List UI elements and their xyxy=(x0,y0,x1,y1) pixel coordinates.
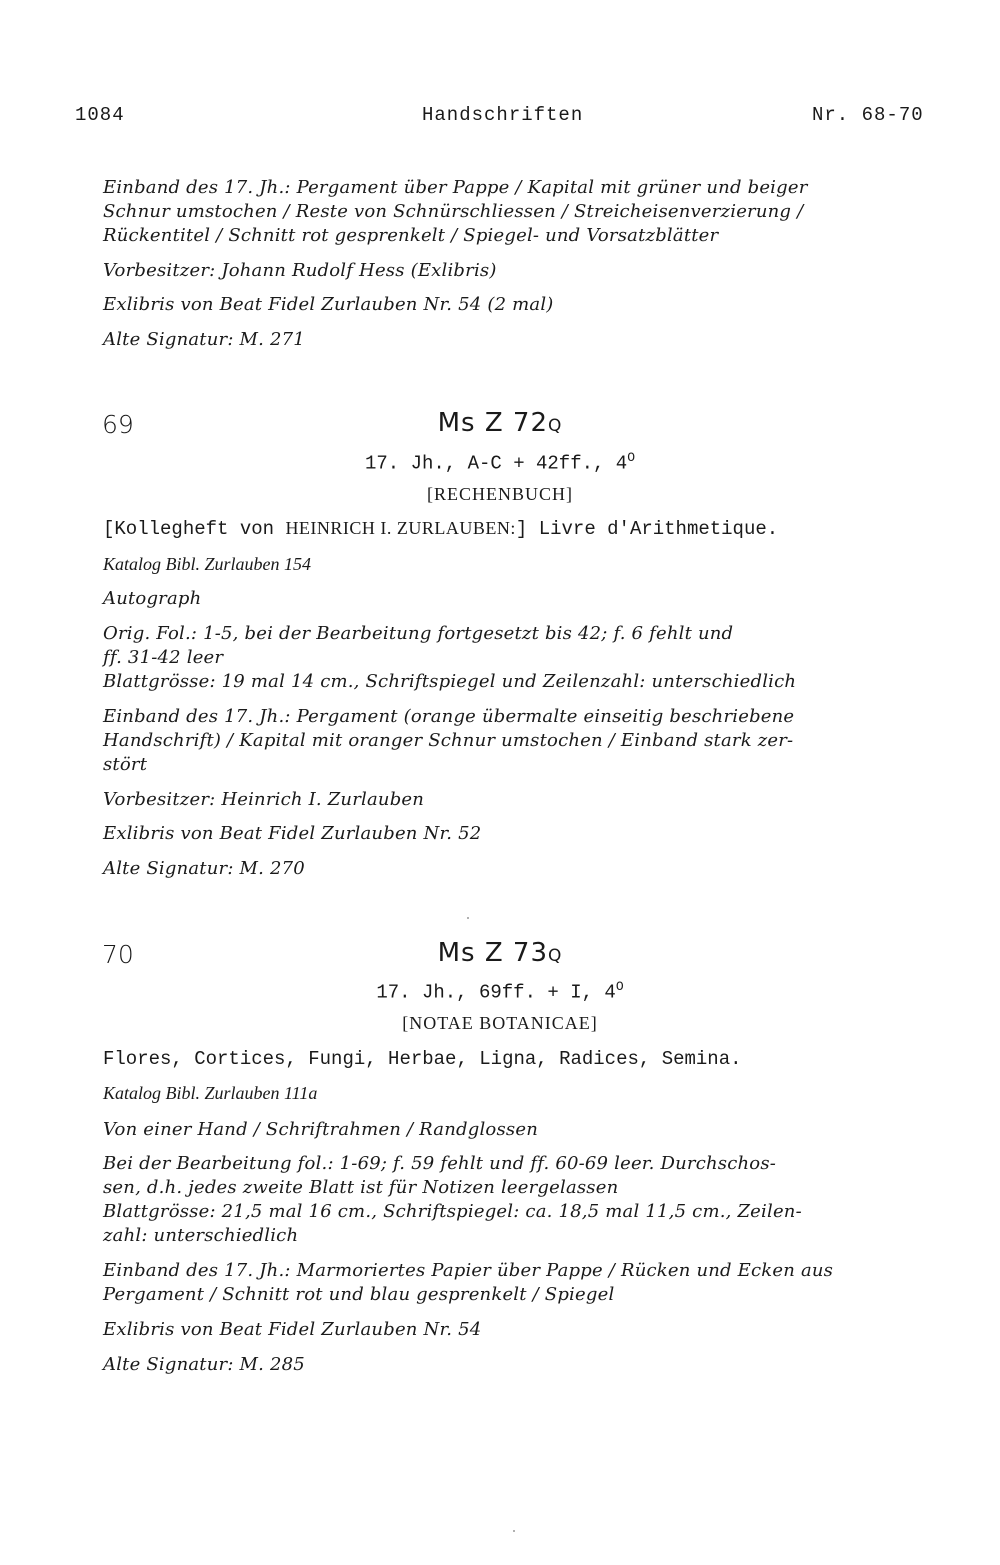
description-suffix: ] Livre d'Arithmetique. xyxy=(515,518,779,540)
description-name: HEINRICH I. ZURLAUBEN: xyxy=(285,518,516,538)
foliation-line: Blattgrösse: 19 mal 14 cm., Schriftspiegel und Zeilenzahl: unterschiedlich xyxy=(103,671,797,692)
dating-text: 17. Jh., A-C + 42ff., 4 xyxy=(364,452,628,475)
entry-69-title: [RECHENBUCH] xyxy=(427,484,573,504)
binding-line: Einband des 17. Jh.: Pergament über Pappe / Kapital mit grüner und beiger xyxy=(103,177,808,198)
entry-70-shelfmark xyxy=(0,938,1000,968)
entry-70-title: [NOTAE BOTANICAE] xyxy=(402,1013,598,1033)
entry-69-old-signature xyxy=(103,857,305,881)
binding-line: Schnur umstochen / Reste von Schnürschliessen / Streicheisenverzierung / xyxy=(103,201,804,222)
entry-69-catalog: Katalog Bibl. Zurlauben 154 xyxy=(103,554,312,574)
hands-text: Von einer Hand / Schriftrahmen / Randglossen xyxy=(103,1119,538,1140)
previous-owner-text: Vorbesitzer: Johann Rudolf Hess (Exlibris) xyxy=(103,260,497,281)
entry-70-binding xyxy=(103,1259,833,1307)
entry-70-old-signature xyxy=(103,1353,305,1377)
old-signature-text: Alte Signatur: M. 270 xyxy=(103,858,305,879)
entry-70-exlibris xyxy=(103,1318,481,1342)
entry-69-exlibris xyxy=(103,822,481,846)
exlibris-text: Exlibris von Beat Fidel Zurlauben Nr. 54 (2 mal) xyxy=(103,294,554,315)
format-degree: O xyxy=(627,450,636,465)
entry-70-number: 70 xyxy=(102,940,134,969)
foliation-line: Bei der Bearbeitung fol.: 1-69; f. 59 fehlt und ff. 60-69 leer. Durchschos- xyxy=(103,1153,777,1174)
shelfmark-text: Ms Z 73 xyxy=(437,938,548,968)
entry-68-binding xyxy=(103,176,808,248)
binding-line: Einband des 17. Jh.: Marmoriertes Papier über Pappe / Rücken und Ecken aus xyxy=(103,1260,834,1281)
entry-70-foliation xyxy=(103,1152,802,1248)
entry-68-previous-owner xyxy=(103,259,497,283)
foliation-line: ff. 31-42 leer xyxy=(103,647,224,668)
entry-69-description xyxy=(103,518,778,540)
entry-70-catalog: Katalog Bibl. Zurlauben 111a xyxy=(103,1083,318,1103)
foliation-line: zahl: unterschiedlich xyxy=(103,1225,299,1246)
speck xyxy=(513,1530,515,1532)
previous-owner-text: Vorbesitzer: Heinrich I. Zurlauben xyxy=(103,789,425,810)
old-signature-text: Alte Signatur: M. 271 xyxy=(103,329,305,350)
foliation-line: Blattgrösse: 21,5 mal 16 cm., Schriftspiegel: ca. 18,5 mal 11,5 cm., Zeilen- xyxy=(103,1201,802,1222)
description-prefix: [Kollegheft von xyxy=(103,518,286,540)
entry-69-number: 69 xyxy=(102,410,134,439)
entry-69-previous-owner xyxy=(103,788,424,812)
entry-69-dating xyxy=(0,450,1000,474)
entry-69-script xyxy=(103,587,201,611)
binding-line: Pergament / Schnitt rot und blau gesprenkelt / Spiegel xyxy=(103,1284,615,1305)
binding-line: Rückentitel / Schnitt rot gesprenkelt / Spiegel- und Vorsatzblätter xyxy=(103,225,719,246)
entry-70-dating xyxy=(0,979,1000,1003)
running-title: Handschriften xyxy=(422,104,584,126)
entry-69-foliation xyxy=(103,622,796,694)
binding-line: stört xyxy=(103,754,148,775)
exlibris-text: Exlibris von Beat Fidel Zurlauben Nr. 54 xyxy=(103,1319,482,1340)
foliation-line: sen, d.h. jedes zweite Blatt ist für Notizen leergelassen xyxy=(103,1177,619,1198)
exlibris-text: Exlibris von Beat Fidel Zurlauben Nr. 52 xyxy=(103,823,482,844)
script-text: Autograph xyxy=(103,588,202,609)
foliation-line: Orig. Fol.: 1-5, bei der Bearbeitung fortgesetzt bis 42; f. 6 fehlt und xyxy=(103,623,734,644)
page-number: 1084 xyxy=(75,104,125,126)
binding-line: Einband des 17. Jh.: Pergament (orange übermalte einseitig beschriebene xyxy=(103,706,795,727)
format-letter: Q xyxy=(548,946,563,966)
entry-69-binding xyxy=(103,705,794,777)
entry-70-hands xyxy=(103,1118,538,1142)
binding-line: Handschrift) / Kapital mit oranger Schnur umstochen / Einband stark zer- xyxy=(103,730,794,751)
entry-68-old-signature xyxy=(103,328,305,352)
entry-range: Nr. 68-70 xyxy=(812,104,924,126)
old-signature-text: Alte Signatur: M. 285 xyxy=(103,1354,305,1375)
shelfmark-text: Ms Z 72 xyxy=(437,408,548,438)
dating-text: 17. Jh., 69ff. + I, 4 xyxy=(376,981,616,1004)
format-degree: O xyxy=(615,979,624,994)
entry-69-shelfmark xyxy=(0,408,1000,438)
entry-68-exlibris xyxy=(103,293,554,317)
speck xyxy=(467,917,469,919)
entry-70-description: Flores, Cortices, Fungi, Herbae, Ligna, Radices, Semina. xyxy=(103,1048,742,1070)
format-letter: Q xyxy=(548,416,563,436)
